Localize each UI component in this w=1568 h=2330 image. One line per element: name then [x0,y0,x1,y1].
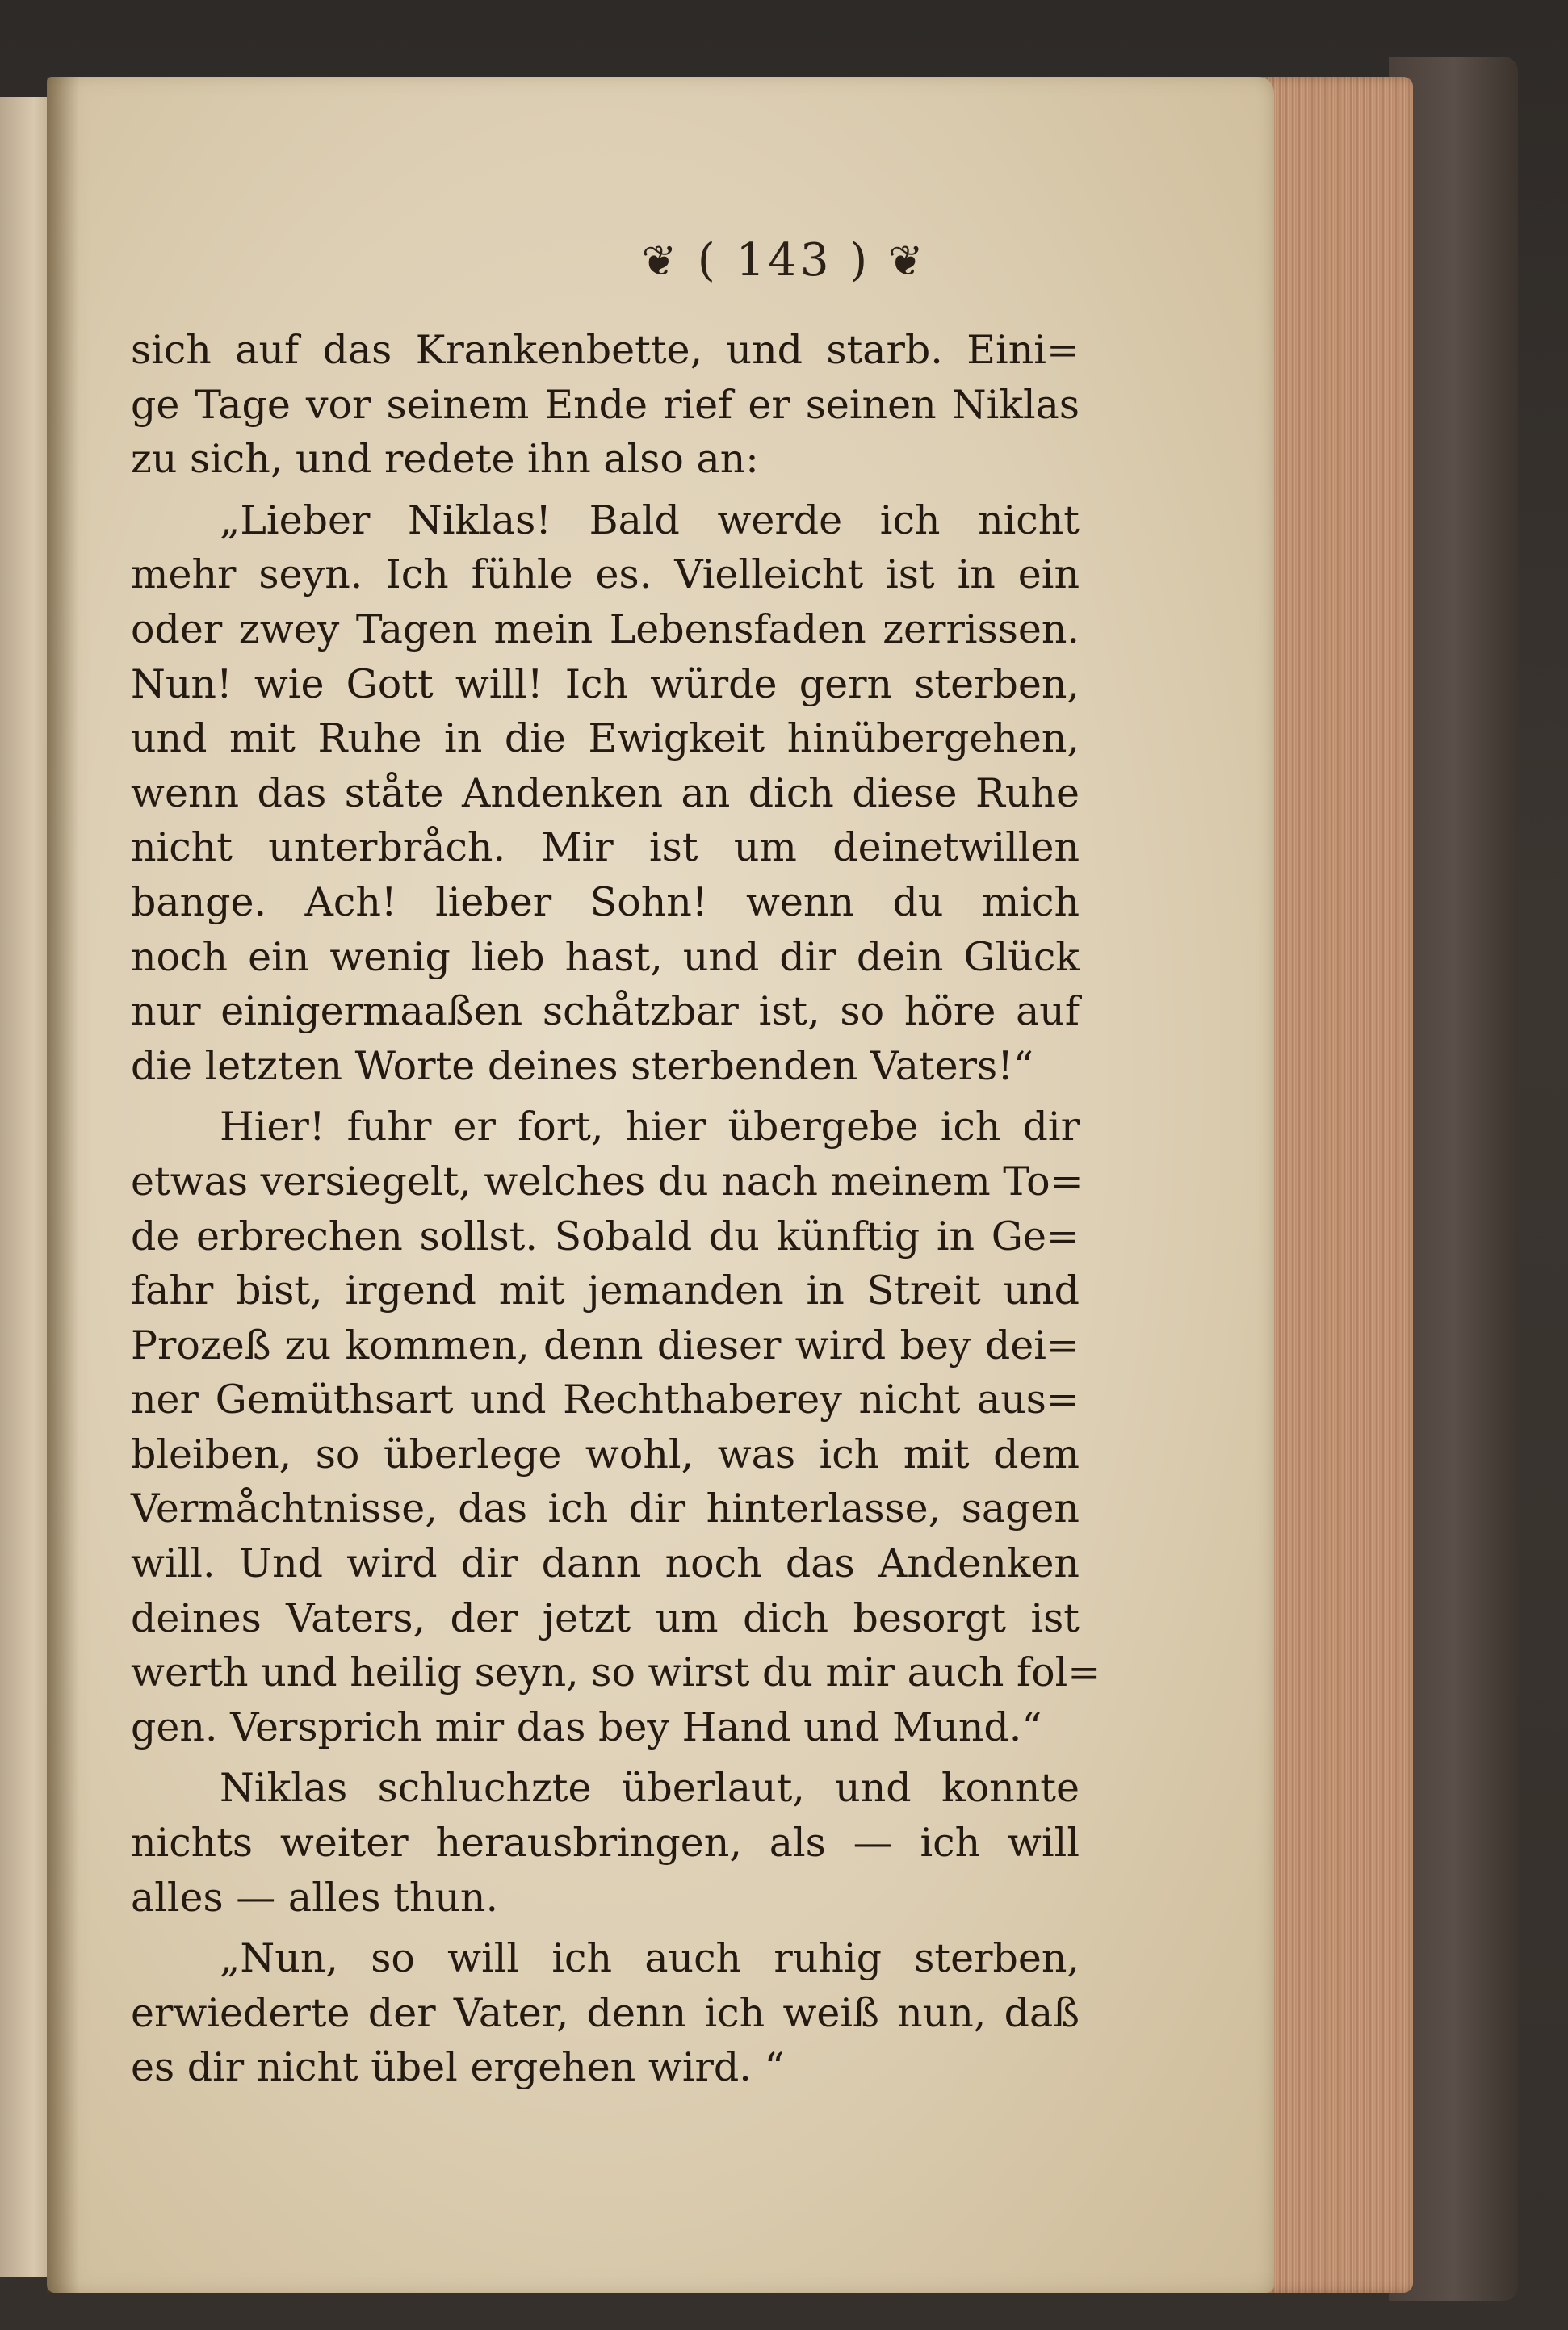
text-line: Hier! fuhr er fort, hier übergebe ich dir [220,1104,1080,1150]
text-line: Niklas schluchzte überlaut, und konnte [220,1765,1080,1812]
ornament-right-icon: ❦ [887,237,927,286]
ornament-left-icon: ❦ [641,237,681,286]
text-line: es dir nicht übel ergehen wird. “ [131,2044,785,2091]
text-line: mehr seyn. Ich fühle es. Vielleicht ist in ein [131,551,1080,598]
text-line: gen. Versprich mir das bey Hand und Mund.“ [131,1703,1042,1750]
text-line: bange. Ach! lieber Sohn! wenn du mich [131,878,1080,925]
text-line: bleiben, so überlege wohl, was ich mit dem [131,1431,1080,1477]
text-line: die letzten Worte deines sterbenden Vaters!“ [131,1042,1033,1089]
text-line: de erbrechen sollst. Sobald du künftig in Ge= [131,1213,1080,1259]
text-line: „Nun, so will ich auch ruhig sterben, [220,1935,1080,1982]
text-line: nichts weiter herausbringen, als — ich will [131,1820,1080,1867]
text-line: fahr bist, irgend mit jemanden in Streit und [131,1268,1080,1314]
body-text [131,323,1101,2095]
text-line: wenn das ståte Andenken an dich diese Ruhe [131,769,1080,816]
text-line: „Lieber Niklas! Bald werde ich nicht [220,497,1080,543]
text-line: Prozeß zu kommen, denn dieser wird bey dei= [131,1322,1080,1368]
text-line: nur einigermaaßen schåtzbar ist, so höre auf [131,988,1080,1035]
gutter-shadow [47,77,79,2293]
text-line: und mit Ruhe in die Ewigkeit hinübergehen, [131,715,1080,762]
text-line: etwas versiegelt, welches du nach meinem To= [131,1158,1084,1205]
text-line: nicht unterbråch. Mir ist um deinetwillen [131,824,1080,871]
text-line: ner Gemüthsart und Rechthaberey nicht aus= [131,1377,1080,1423]
text-line: deines Vaters, der jetzt um dich besorgt ist [131,1595,1080,1641]
text-line: werth und heilig seyn, so wirst du mir auch fol= [131,1649,1101,1696]
text-line: oder zwey Tagen mein Lebensfaden zerrissen. [131,606,1080,652]
page-number: ( 143 ) [697,234,871,287]
text-line: noch ein wenig lieb hast, und dir dein Glück [131,933,1080,980]
page-header [0,234,1568,287]
text-line: Nun! wie Gott will! Ich würde gern sterben, [131,660,1080,707]
text-line: ge Tage vor seinem Ende rief er seinen Niklas [131,381,1080,428]
text-line: zu sich, und redete ihn also an: [131,436,759,483]
text-line: Vermåchtnisse, das ich dir hinterlasse, sagen [131,1486,1080,1532]
text-line: will. Und wird dir dann noch das Andenken [131,1540,1080,1587]
text-line: sich auf das Krankenbette, und starb. Eini= [131,327,1080,373]
text-line: erwiederte der Vater, denn ich weiß nun, daß [131,1989,1080,2036]
text-line: alles — alles thun. [131,1874,499,1921]
